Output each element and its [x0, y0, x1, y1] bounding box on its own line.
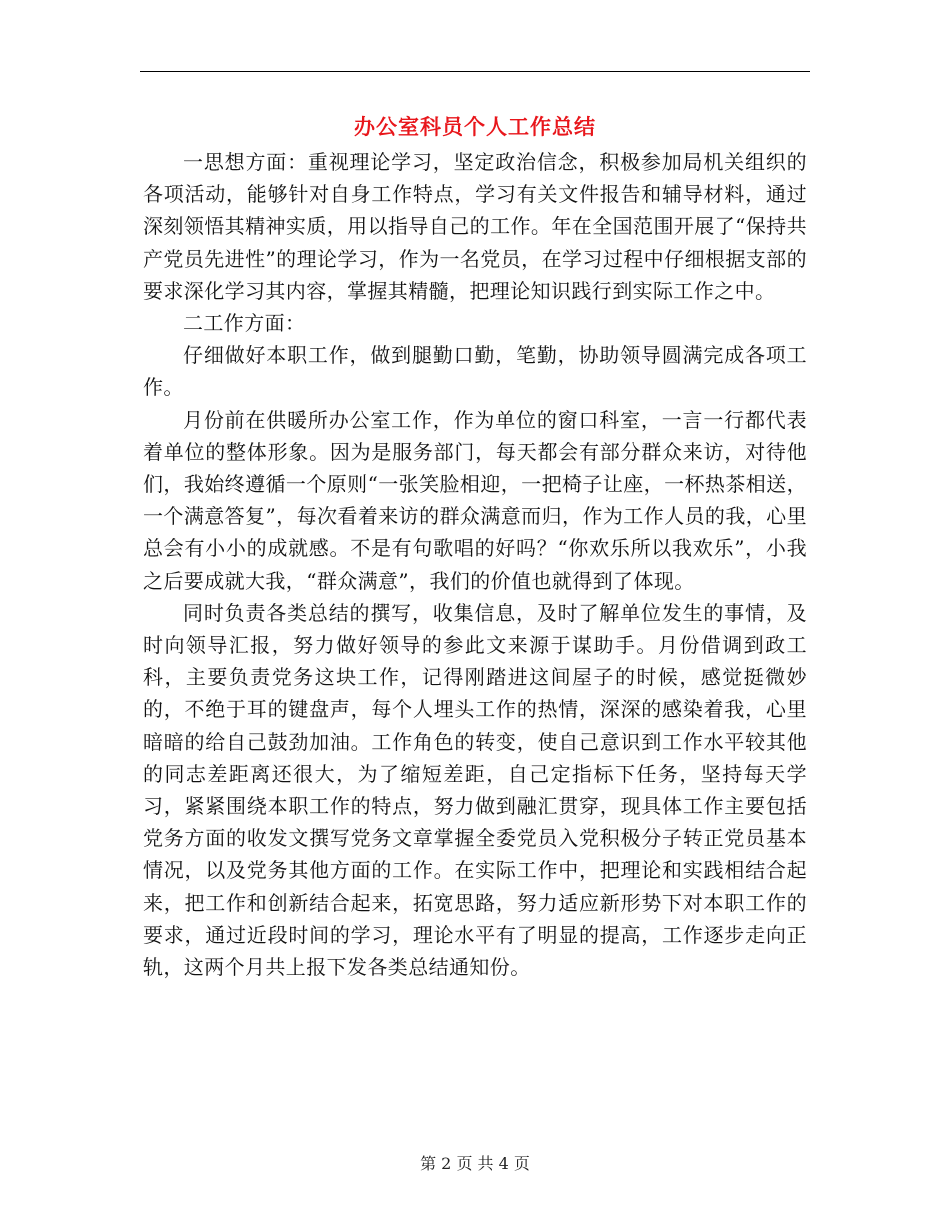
paragraph-duties: 仔细做好本职工作，做到腿勤口勤，笔勤，协助领导圆满完成各项工作。 — [143, 343, 807, 400]
paragraph-office-work: 月份前在供暖所办公室工作，作为单位的窗口科室，一言一行都代表着单位的整体形象。因为是服务部门，每天都会有部分群众来访，对待他们，我始终遵循一个原则“一张笑脸相迎，一把椅子让座，一杯热茶相送，一个满意答复”，每次看着来访的群众满意而归，作为工作人员的我，心里总会有小小的成就感。不是有句歌唱的好吗？“你欢乐所以我欢乐”，小我之后要成就大我，“群众满意”，我们的价值也就得到了体现。 — [143, 407, 807, 593]
document-title: 办公室科员个人工作总结 — [354, 114, 596, 139]
paragraph-thought: 一思想方面：重视理论学习，坚定政治信念，积极参加局机关组织的各项活动，能够针对自身工作特点，学习有关文件报告和辅导材料，通过深刻领悟其精神实质，用以指导自己的工作。年在全国范围开展了“保持共产党员先进性”的理论学习，作为一名党员，在学习过程中仔细根据支部的要求深化学习其内容，掌握其精髓，把理论知识践行到实际工作之中。 — [143, 150, 807, 303]
page-number: 第 2 页 共 4 页 — [420, 1154, 530, 1173]
document-body — [143, 146, 807, 983]
paragraph-party-work: 同时负责各类总结的撰写，收集信息，及时了解单位发生的事情，及时向领导汇报，努力做好领导的参此文来源于谋助手。月份借调到政工科，主要负责党务这块工作，记得刚踏进这间屋子的时候，感觉挺微妙的，不绝于耳的键盘声，每个人埋头工作的热情，深深的感染着我，心里暗暗的给自己鼓劲加油。工作角色的转变，使自己意识到工作水平较其他的同志差距离还很大，为了缩短差距，自己定指标下任务，坚持每天学习，紧紧围绕本职工作的特点，努力做到融汇贯穿，现具体工作主要包括党务方面的收发文撰写党务文章掌握全委党员入党积极分子转正党员基本情况，以及党务其他方面的工作。在实际工作中，把理论和实践相结合起来，把工作和创新结合起来，拓宽思路，努力适应新形势下对本职工作的要求，通过近段时间的学习，理论水平有了明显的提高，工作逐步走向正轨，这两个月共上报下发各类总结通知份。 — [143, 600, 807, 980]
paragraph-work-heading: 二工作方面： — [183, 311, 306, 336]
header-rule — [140, 71, 810, 72]
